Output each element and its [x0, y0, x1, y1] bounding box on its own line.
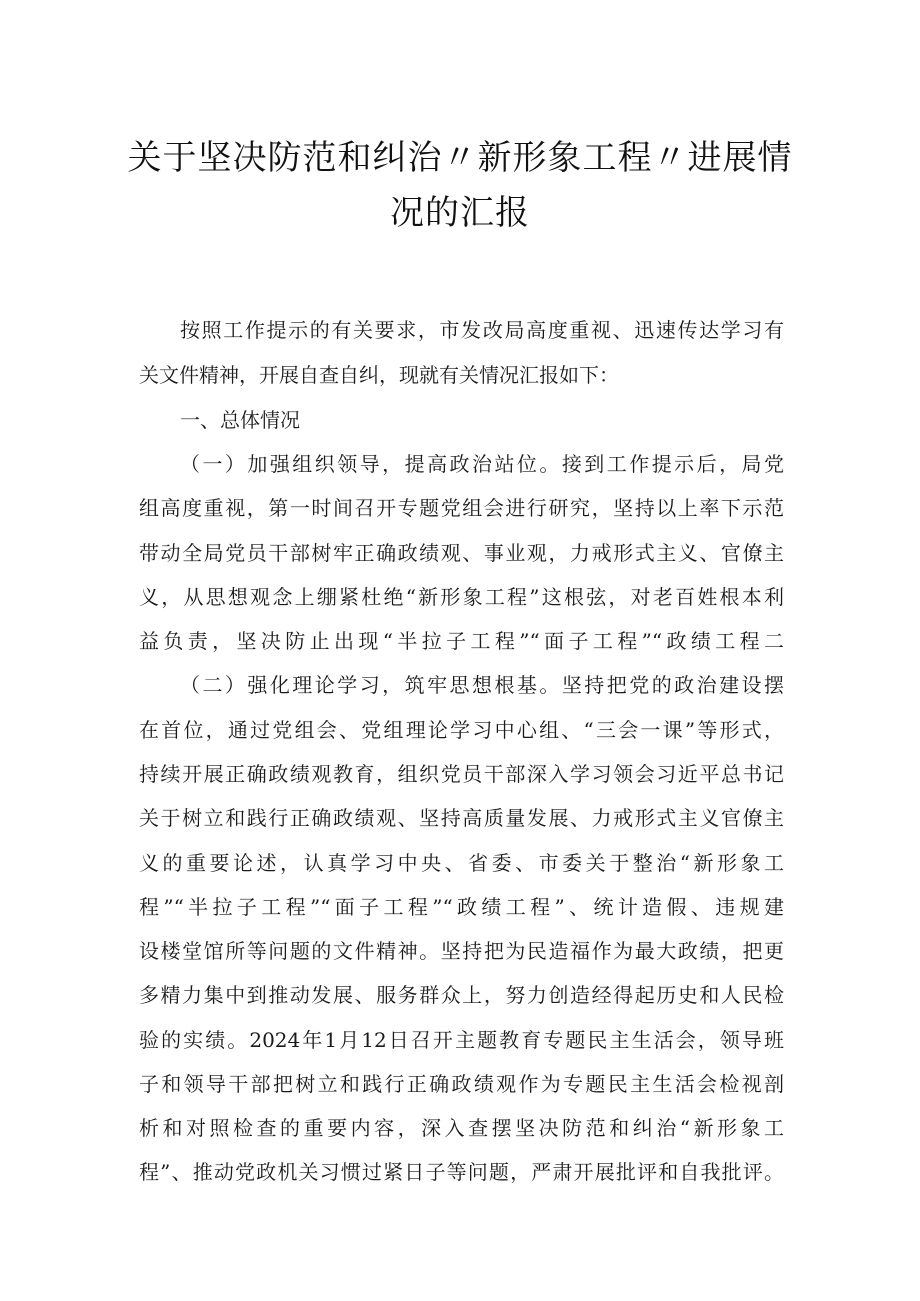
paragraph-two-line: （二）强化理论学习，筑牢思想根基。坚持把党的政治建设摆 [180, 673, 784, 697]
paragraph-two-line: 在首位，通过党组会、党组理论学习中心组、“三会一课”等形式， [139, 718, 784, 742]
paragraph-two-line: 子和领导干部把树立和践行正确政绩观作为专题民主生活会检视剖 [139, 1072, 784, 1096]
paragraph-one-line: 组高度重视，第一时间召开专题党组会进行研究，坚持以上率下示范 [139, 496, 784, 520]
paragraph-intro-line: 关文件精神，开展自查自纠，现就有关情况汇报如下： [139, 363, 619, 387]
paragraph-one-line: 益负责，坚决防止出现“半拉子工程”“面子工程”“政绩工程二 [139, 629, 784, 653]
paragraph-two-line: 析和对照检查的重要内容，深入查摆坚决防范和纠治“新形象工 [139, 1116, 784, 1140]
paragraph-two-line: 义的重要论述，认真学习中央、省委、市委关于整治“新形象工 [139, 851, 784, 875]
document-title-line-2: 况的汇报 [390, 193, 530, 233]
paragraph-two-line: 程”、推动党政机关习惯过紧日子等问题，严肃开展批评和自我批评。 [139, 1160, 784, 1184]
paragraph-two-line: 持续开展正确政绩观教育，组织党员干部深入学习领会习近平总书记 [139, 762, 784, 786]
paragraph-two-line: 多精力集中到推动发展、服务群众上，努力创造经得起历史和人民检 [139, 983, 784, 1007]
paragraph-two-line: 验的实绩。2024年1月12日召开主题教育专题民主生活会，领导班 [139, 1028, 784, 1052]
paragraph-one-line: 义，从思想观念上绷紧杜绝“新形象工程”这根弦，对老百姓根本利 [139, 585, 784, 609]
paragraph-one-line: （一）加强组织领导，提高政治站位。接到工作提示后，局党 [180, 452, 784, 476]
paragraph-one-line: 带动全局党员干部树牢正确政绩观、事业观，力戒形式主义、官僚主 [139, 541, 784, 565]
section-heading: 一、总体情况 [180, 408, 300, 432]
paragraph-two-line: 程”“半拉子工程”“面子工程”“政绩工程”、统计造假、违规建 [139, 895, 784, 919]
document-title-line-1: 关于坚决防范和纠治〃新形象工程〃进展情 [127, 138, 793, 178]
paragraph-two-line: 关于树立和践行正确政绩观、坚持高质量发展、力戒形式主义官僚主 [139, 806, 784, 830]
paragraph-intro-line: 按照工作提示的有关要求，市发改局高度重视、迅速传达学习有 [180, 318, 784, 342]
paragraph-two-line: 设楼堂馆所等问题的文件精神。坚持把为民造福作为最大政绩，把更 [139, 939, 784, 963]
